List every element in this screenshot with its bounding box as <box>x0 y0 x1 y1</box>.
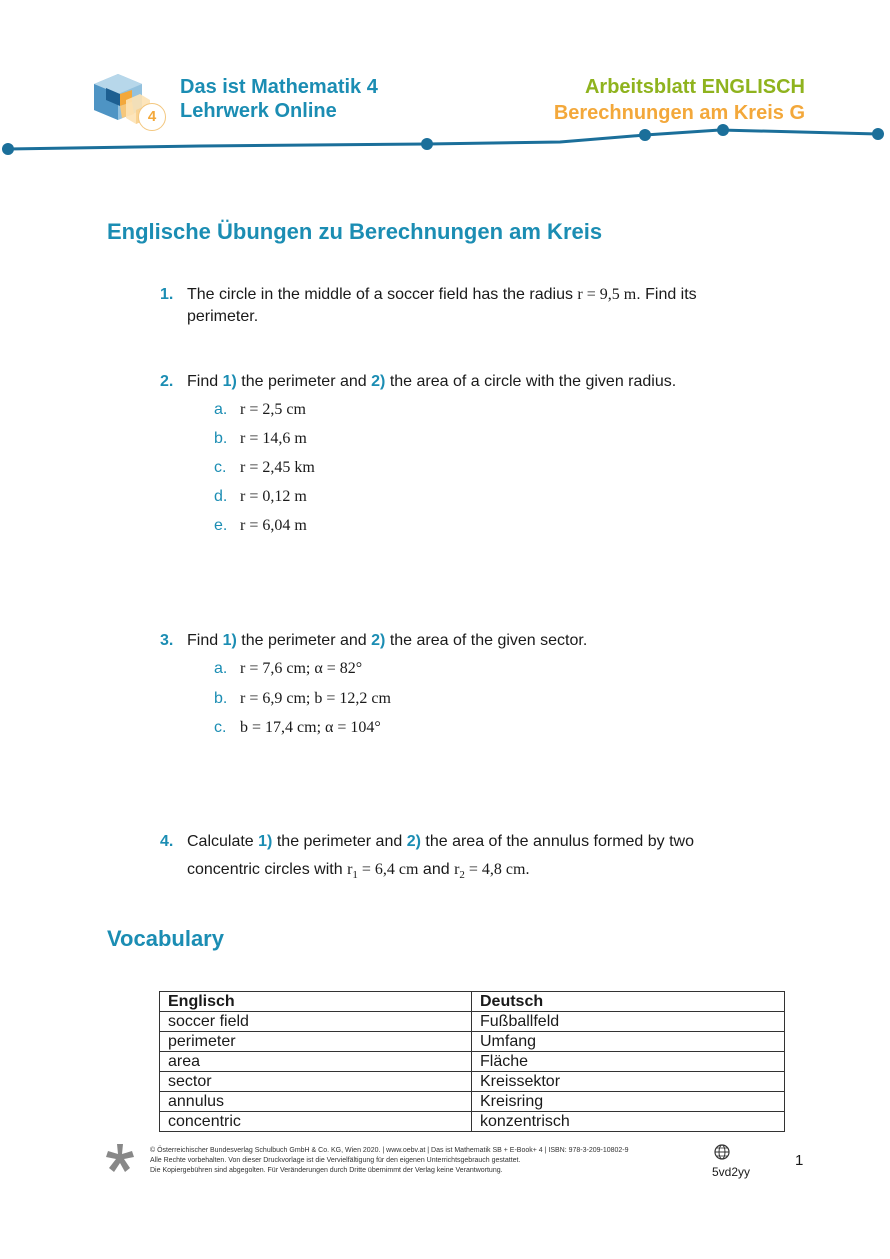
exercise-number: 3. <box>160 632 174 649</box>
exercise-1 <box>160 284 800 328</box>
exercise-2-item <box>214 515 307 537</box>
math-r2-base: r <box>454 861 460 878</box>
table-header-cell: Englisch <box>160 992 472 1012</box>
table-row <box>160 1092 785 1112</box>
math-r1-sub: 1 <box>352 869 358 882</box>
table-row <box>160 1072 785 1092</box>
part-marker-2: 2) <box>371 632 386 649</box>
part-marker-1: 1) <box>258 833 273 850</box>
math-r1 <box>347 861 419 882</box>
item-label: a. <box>214 401 228 418</box>
table-cell: concentric <box>160 1112 472 1132</box>
exercise-text: the area of the given sector. <box>389 632 588 649</box>
table-cell: konzentrisch <box>472 1112 785 1132</box>
table-cell: soccer field <box>160 1012 472 1032</box>
table-cell: Fußballfeld <box>472 1012 785 1032</box>
exercise-text: and <box>422 861 450 878</box>
exercise-2-item <box>214 486 307 508</box>
exercise-3-item <box>214 658 362 680</box>
math-r2-value: = 4,8 cm. <box>468 861 530 878</box>
item-value: b = 17,4 cm; α = 104° <box>240 719 381 736</box>
table-row <box>160 1032 785 1052</box>
table-cell: annulus <box>160 1092 472 1112</box>
table-cell: perimeter <box>160 1032 472 1052</box>
part-marker-1: 1) <box>222 373 237 390</box>
brand-title-line2: Lehrwerk Online <box>180 100 337 122</box>
exercise-3 <box>160 630 800 652</box>
math-r1-value: = 6,4 cm <box>361 861 419 878</box>
exercise-text: Find <box>187 632 219 649</box>
table-cell: area <box>160 1052 472 1072</box>
exercise-number: 4. <box>160 833 174 850</box>
sheet-title-line2: Berechnungen am Kreis G <box>553 102 805 124</box>
brand-title-line1: Das ist Mathematik 4 <box>180 76 378 98</box>
exercise-text: the perimeter and <box>241 373 367 390</box>
item-label: e. <box>214 517 228 534</box>
table-row <box>160 1052 785 1072</box>
exercise-text: concentric circles with <box>187 861 343 878</box>
item-value: r = 2,45 km <box>240 459 315 476</box>
page-title: Englische Übungen zu Berechnungen am Kreis <box>107 219 603 244</box>
math-r2 <box>454 861 530 882</box>
copyright-line-1: © Österreichischer Bundesverlag Schulbuch GmbH & Co. KG, Wien 2020. | www.oebv.at | Das ist Mathematik SB + E-Book+ 4 | ISBN: 978-3-209-10802-9 <box>150 1147 629 1154</box>
table-row <box>160 1012 785 1032</box>
item-value: r = 6,04 m <box>240 517 307 534</box>
table-row <box>160 1112 785 1132</box>
item-value: r = 7,6 cm; α = 82° <box>240 660 363 677</box>
table-header-cell: Deutsch <box>472 992 785 1012</box>
exercise-text: the perimeter and <box>241 632 367 649</box>
exercise-text-line2: perimeter. <box>187 308 259 325</box>
exercise-text: Find <box>187 373 219 390</box>
page-number: 1 <box>795 1152 804 1169</box>
exercise-2-item <box>214 399 306 421</box>
item-label: b. <box>214 430 228 447</box>
sheet-title-line1: Arbeitsblatt ENGLISCH <box>584 76 805 98</box>
table-cell: Kreisring <box>472 1092 785 1112</box>
table-cell: Fläche <box>472 1052 785 1072</box>
exercise-text: the area of a circle with the given radius. <box>389 373 677 390</box>
vocabulary-table <box>159 991 785 1132</box>
copyright-line-3: Die Kopiergebühren sind abgegolten. Für Veränderungen durch Dritte übernimmt der Verlag keine Verantwortung. <box>150 1167 503 1174</box>
item-value: r = 2,5 cm <box>240 401 306 418</box>
exercise-number: 1. <box>160 286 174 303</box>
item-label: c. <box>214 459 227 476</box>
item-value: r = 6,9 cm; b = 12,2 cm <box>240 690 391 707</box>
table-cell: sector <box>160 1072 472 1092</box>
globe-icon[interactable] <box>712 1142 732 1162</box>
online-code[interactable]: 5vd2yy <box>712 1165 751 1179</box>
logo-number: 4 <box>147 108 157 125</box>
item-value: r = 0,12 m <box>240 488 307 505</box>
table-cell: Umfang <box>472 1032 785 1052</box>
part-marker-2: 2) <box>371 373 386 390</box>
vocabulary-heading: Vocabulary <box>107 926 224 951</box>
table-cell: Kreissektor <box>472 1072 785 1092</box>
exercise-3-item <box>214 717 381 739</box>
math-r1-base: r <box>347 861 353 878</box>
exercise-2-item <box>214 428 307 450</box>
exercise-text: . Find its <box>636 286 697 303</box>
exercise-2 <box>160 371 800 393</box>
item-label: b. <box>214 690 228 707</box>
exercise-3-item <box>214 688 391 710</box>
table-header-row <box>160 992 785 1012</box>
exercise-text: the area of the annulus formed by two <box>425 833 694 850</box>
exercise-number: 2. <box>160 373 174 390</box>
item-label: c. <box>214 719 227 736</box>
math-r2-sub: 2 <box>459 869 465 882</box>
exercise-text: the perimeter and <box>276 833 403 850</box>
math-expression: r = 9,5 m <box>577 286 637 303</box>
header-wave-line <box>0 120 890 160</box>
item-label: d. <box>214 488 228 505</box>
part-marker-1: 1) <box>222 632 237 649</box>
exercise-4 <box>160 831 810 886</box>
publisher-logo-icon <box>104 1142 136 1174</box>
exercise-text: The circle in the middle of a soccer field has the radius <box>187 286 573 303</box>
exercise-text: Calculate <box>187 833 254 850</box>
part-marker-2: 2) <box>406 833 421 850</box>
item-value: r = 14,6 m <box>240 430 307 447</box>
header <box>0 0 890 160</box>
item-label: a. <box>214 660 228 677</box>
exercise-2-item <box>214 457 315 479</box>
copyright-line-2: Alle Rechte vorbehalten. Von dieser Druckvorlage ist die Vervielfältigung für den eigenen Unterrichtsgebrauch gestattet. <box>150 1157 521 1164</box>
